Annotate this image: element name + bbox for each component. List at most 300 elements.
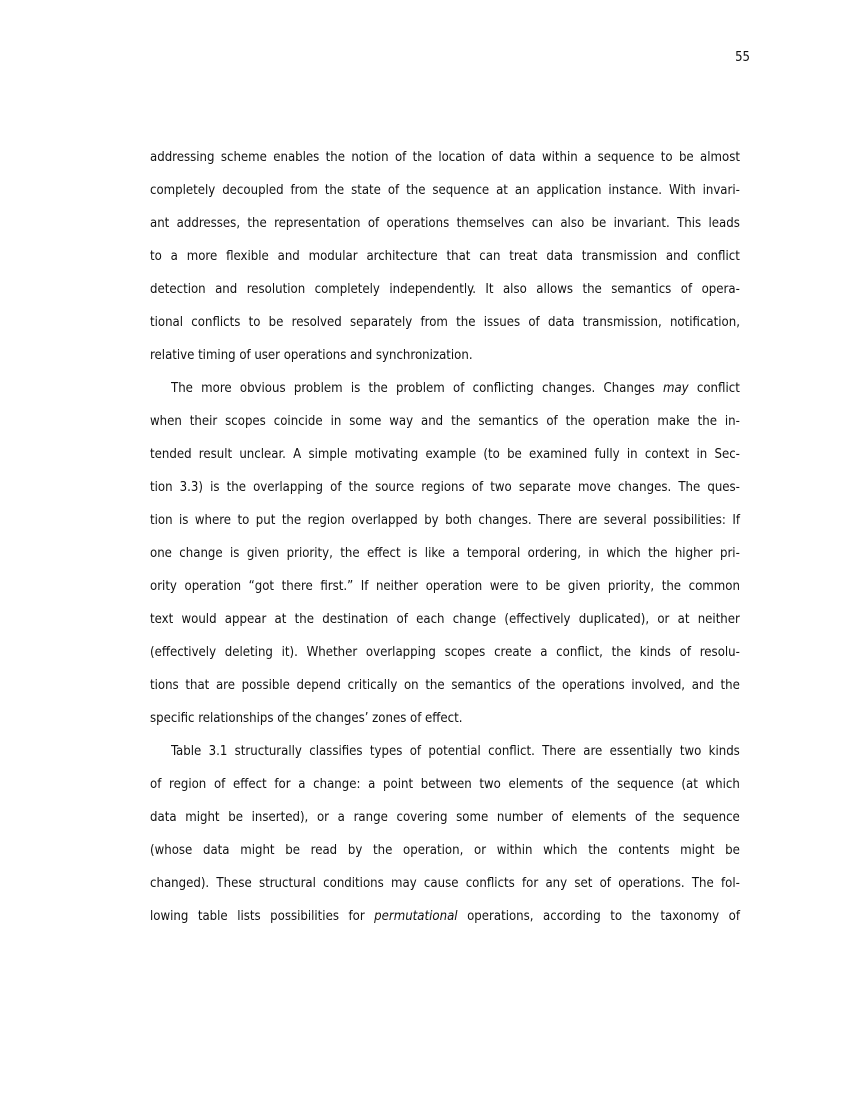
word: of — [387, 183, 400, 198]
word: some — [349, 414, 382, 429]
word: the — [697, 414, 717, 429]
word: If — [360, 579, 369, 594]
word: flexible — [226, 249, 269, 264]
word: the — [226, 480, 246, 495]
word: detection — [150, 282, 206, 297]
word: be — [545, 579, 561, 594]
word: by — [424, 513, 439, 528]
word: cause — [423, 876, 459, 891]
word: critically — [347, 678, 398, 693]
word: kinds — [708, 744, 740, 759]
word: of — [409, 744, 422, 759]
word: common — [688, 579, 740, 594]
word: to — [237, 513, 250, 528]
word: of — [518, 678, 530, 693]
word: changes. — [617, 480, 672, 495]
word: some — [456, 810, 489, 825]
word: of — [634, 810, 647, 825]
word: of — [728, 909, 740, 924]
word: and — [691, 678, 714, 693]
word: independently. — [389, 282, 476, 297]
word: for — [274, 777, 291, 792]
word: (whose — [150, 843, 193, 858]
word: (effectively — [504, 612, 571, 627]
word: depend — [296, 678, 341, 693]
word: themselves — [456, 216, 525, 231]
word: of — [471, 480, 484, 495]
word: tion — [150, 480, 173, 495]
word: These — [216, 876, 252, 891]
word: conflict, — [556, 645, 603, 660]
word: operations. — [618, 876, 685, 891]
word: and — [665, 249, 689, 264]
word: number — [496, 810, 543, 825]
word: might — [240, 843, 275, 858]
word: tion — [150, 513, 173, 528]
word: (at — [681, 777, 698, 792]
word: decoupled — [222, 183, 284, 198]
word: potential — [428, 744, 481, 759]
word: priority, — [286, 546, 333, 561]
word: the — [451, 414, 471, 429]
word: pri- — [719, 546, 740, 561]
word: overlapping — [253, 480, 324, 495]
word: neither — [697, 612, 740, 627]
word: instance. — [608, 183, 663, 198]
word: permutational — [374, 909, 458, 924]
word: changes’ — [315, 711, 369, 726]
word: zones — [372, 711, 407, 726]
word: of — [410, 711, 422, 726]
word: of — [546, 414, 558, 429]
word: from — [420, 315, 448, 330]
word: There — [538, 513, 572, 528]
text-line — [150, 674, 740, 707]
word: addresses, — [176, 216, 241, 231]
word: one — [150, 546, 172, 561]
word: Table — [171, 744, 202, 759]
word: a — [452, 546, 460, 561]
word: invariant. — [613, 216, 670, 231]
text-line — [150, 773, 740, 806]
word: sequence — [597, 150, 655, 165]
text-line — [150, 179, 740, 212]
word: of — [679, 645, 691, 660]
word: conflict — [696, 381, 740, 396]
word: changes. — [542, 381, 596, 396]
word: data — [547, 315, 575, 330]
word: be — [268, 315, 284, 330]
word: which — [606, 546, 641, 561]
text-line — [150, 245, 740, 278]
word: would — [181, 612, 217, 627]
word: specific — [150, 711, 195, 726]
word: each — [416, 612, 445, 627]
word: within — [542, 150, 578, 165]
word: to — [660, 150, 673, 165]
word: essentially — [609, 744, 673, 759]
word: a — [540, 645, 548, 660]
word: also — [560, 216, 585, 231]
word: be — [725, 843, 740, 858]
text-line — [150, 311, 740, 344]
word: the — [648, 546, 668, 561]
text-line — [150, 509, 740, 542]
word: priority, — [607, 579, 655, 594]
word: change — [452, 612, 497, 627]
word: of — [680, 282, 693, 297]
word: (effectively — [150, 645, 217, 660]
word: resolu- — [699, 645, 740, 660]
word: are — [583, 744, 603, 759]
word: or — [474, 843, 487, 858]
word: of — [394, 150, 407, 165]
word: operations — [283, 348, 347, 363]
word: operation — [425, 579, 483, 594]
word: lowing — [150, 909, 189, 924]
word: invari- — [702, 183, 740, 198]
word: conflicts — [191, 315, 241, 330]
word: the — [631, 909, 651, 924]
word: context — [644, 447, 690, 462]
text-line — [150, 476, 740, 509]
word: a — [298, 777, 306, 792]
word: range — [353, 810, 388, 825]
word: the — [536, 678, 556, 693]
word: the — [294, 612, 314, 627]
word: operation — [184, 579, 242, 594]
text-line — [150, 410, 740, 443]
word: regions — [421, 480, 465, 495]
word: tional — [150, 315, 184, 330]
word: by — [347, 843, 363, 858]
word: semantics — [611, 282, 672, 297]
word: 3.1 — [208, 744, 228, 759]
text-line — [150, 707, 740, 740]
word: examined — [529, 447, 588, 462]
word: resolved — [291, 315, 342, 330]
word: application — [536, 183, 602, 198]
word: given — [246, 546, 280, 561]
word: both — [445, 513, 472, 528]
word: the — [368, 381, 388, 396]
word: motivating — [354, 447, 419, 462]
word: the — [589, 777, 610, 792]
word: effect — [366, 546, 401, 561]
word: is — [230, 546, 240, 561]
word: changed). — [150, 876, 210, 891]
word: kinds — [639, 645, 671, 660]
word: the — [611, 645, 631, 660]
word: change: — [313, 777, 361, 792]
word: the — [456, 315, 476, 330]
word: source — [375, 480, 415, 495]
word: are — [215, 678, 235, 693]
word: which — [543, 843, 578, 858]
word: that — [185, 678, 210, 693]
word: obvious — [239, 381, 286, 396]
word: tended — [150, 447, 192, 462]
word: completely — [314, 282, 380, 297]
word: any — [545, 876, 568, 891]
word: region — [307, 513, 345, 528]
word: there — [281, 579, 313, 594]
word: The — [691, 876, 714, 891]
word: of — [150, 777, 162, 792]
word: ordering, — [527, 546, 581, 561]
word: at — [677, 612, 690, 627]
word: their — [189, 414, 218, 429]
word: of — [330, 480, 342, 495]
word: a — [584, 150, 592, 165]
word: With — [668, 183, 696, 198]
word: transmission, — [582, 315, 662, 330]
word: problem — [293, 381, 343, 396]
word: the — [425, 678, 445, 693]
word: problem — [396, 381, 445, 396]
word: operation — [592, 414, 650, 429]
word: notion — [351, 150, 389, 165]
word: change — [179, 546, 223, 561]
word: the — [247, 216, 267, 231]
word: put — [255, 513, 276, 528]
word: addressing — [150, 150, 215, 165]
word: It — [485, 282, 494, 297]
word: Sec- — [714, 447, 740, 462]
text-line — [150, 212, 740, 245]
word: also — [502, 282, 527, 297]
word: the — [281, 513, 302, 528]
word: possibilities — [270, 909, 339, 924]
word: opera- — [701, 282, 740, 297]
word: at — [274, 612, 287, 627]
word: the — [661, 579, 682, 594]
word: is — [408, 546, 418, 561]
word: sequence — [432, 183, 490, 198]
word: unclear. — [239, 447, 286, 462]
word: duplicated), — [578, 612, 650, 627]
word: operations — [386, 216, 450, 231]
word: is — [179, 513, 189, 528]
word: given — [567, 579, 601, 594]
word: in- — [724, 414, 740, 429]
word: be — [285, 843, 300, 858]
word: in — [696, 447, 708, 462]
text-line — [150, 575, 740, 608]
word: elements — [571, 810, 627, 825]
word: of — [396, 612, 408, 627]
text-line — [150, 542, 740, 575]
word: effect. — [425, 711, 463, 726]
word: effect — [232, 777, 267, 792]
word: two — [679, 744, 702, 759]
word: possibilities: — [653, 513, 726, 528]
word: of — [239, 348, 251, 363]
word: when — [150, 414, 182, 429]
word: might — [680, 843, 715, 858]
word: within — [496, 843, 533, 858]
word: is — [210, 480, 220, 495]
word: ority — [150, 579, 177, 594]
text-line — [150, 872, 740, 905]
word: 3.3) — [179, 480, 203, 495]
word: conflict — [696, 249, 740, 264]
word: sequence — [616, 777, 674, 792]
word: the — [292, 711, 312, 726]
word: If — [732, 513, 740, 528]
word: possible — [241, 678, 290, 693]
word: neither — [375, 579, 419, 594]
word: at — [496, 183, 508, 198]
word: the — [565, 414, 585, 429]
word: of — [453, 381, 465, 396]
word: like — [424, 546, 445, 561]
word: almost — [700, 150, 740, 165]
word: changes. — [478, 513, 532, 528]
word: for — [348, 909, 365, 924]
page-number: 55 — [735, 50, 750, 65]
word: structurally — [234, 744, 302, 759]
text-line — [150, 641, 740, 674]
word: text — [150, 612, 174, 627]
word: synchronization. — [375, 348, 473, 363]
word: semantics — [478, 414, 539, 429]
word: Changes — [603, 381, 655, 396]
word: simple — [308, 447, 348, 462]
word: overlapping — [365, 645, 436, 660]
word: (to — [483, 447, 500, 462]
word: where — [194, 513, 232, 528]
word: of — [277, 711, 289, 726]
word: and — [421, 414, 444, 429]
word: state — [351, 183, 381, 198]
word: be — [228, 810, 243, 825]
word: ant — [150, 216, 170, 231]
text-line — [150, 608, 740, 641]
word: that — [446, 249, 471, 264]
word: several — [603, 513, 647, 528]
word: representation — [274, 216, 361, 231]
word: set — [574, 876, 593, 891]
word: of — [491, 150, 503, 165]
word: might — [185, 810, 220, 825]
word: the — [325, 150, 345, 165]
text-line — [150, 806, 740, 839]
word: a — [170, 249, 178, 264]
word: be — [591, 216, 607, 231]
word: deleting — [224, 645, 273, 660]
word: be — [507, 447, 522, 462]
word: create — [494, 645, 532, 660]
word: overlapped — [351, 513, 418, 528]
text-line — [150, 344, 740, 377]
word: separate — [518, 480, 571, 495]
word: make — [657, 414, 690, 429]
word: it). — [281, 645, 298, 660]
word: be — [678, 150, 694, 165]
word: are — [578, 513, 598, 528]
text-line — [150, 839, 740, 872]
word: point — [383, 777, 414, 792]
word: notification, — [669, 315, 740, 330]
word: modular — [308, 249, 358, 264]
word: the — [324, 183, 345, 198]
word: the — [582, 282, 602, 297]
word: the — [340, 546, 360, 561]
word: from — [290, 183, 318, 198]
word: more — [201, 381, 232, 396]
word: in — [588, 546, 600, 561]
word: Whether — [306, 645, 358, 660]
body-text — [150, 146, 740, 938]
word: two — [490, 480, 512, 495]
word: of — [599, 876, 611, 891]
word: conflicts — [465, 876, 515, 891]
word: in — [330, 414, 342, 429]
word: the — [348, 480, 368, 495]
word: scheme — [220, 150, 267, 165]
word: conflicting — [472, 381, 534, 396]
word: of — [528, 315, 540, 330]
word: semantics — [451, 678, 512, 693]
word: fully — [594, 447, 620, 462]
word: user — [254, 348, 281, 363]
word: an — [514, 183, 530, 198]
word: the — [655, 810, 675, 825]
word: timing — [198, 348, 236, 363]
word: A — [293, 447, 302, 462]
word: The — [678, 480, 701, 495]
word: relative — [150, 348, 195, 363]
word: conditions — [323, 876, 384, 891]
word: data — [202, 843, 230, 858]
word: treat — [509, 249, 538, 264]
word: The — [171, 381, 193, 396]
word: to — [610, 909, 623, 924]
word: sequence — [683, 810, 740, 825]
word: lists — [237, 909, 261, 924]
word: and — [277, 249, 300, 264]
word: fol- — [721, 876, 740, 891]
word: location — [438, 150, 486, 165]
word: contents — [618, 843, 670, 858]
word: way — [389, 414, 414, 429]
word: can — [479, 249, 501, 264]
word: leads — [708, 216, 740, 231]
word: involved, — [631, 678, 686, 693]
word: and — [350, 348, 373, 363]
word: scopes — [444, 645, 486, 660]
word: of — [551, 810, 563, 825]
word: table — [197, 909, 228, 924]
word: between — [420, 777, 472, 792]
word: in — [626, 447, 638, 462]
text-line — [150, 905, 740, 938]
text-line — [150, 443, 740, 476]
word: or — [316, 810, 329, 825]
word: operations — [562, 678, 625, 693]
word: the — [412, 150, 432, 165]
word: move — [577, 480, 611, 495]
word: or — [657, 612, 670, 627]
word: of — [213, 777, 226, 792]
word: enables — [273, 150, 320, 165]
text-line — [150, 377, 740, 410]
word: were — [489, 579, 519, 594]
word: to — [150, 249, 162, 264]
text-line — [150, 740, 740, 773]
word: coincide — [273, 414, 323, 429]
